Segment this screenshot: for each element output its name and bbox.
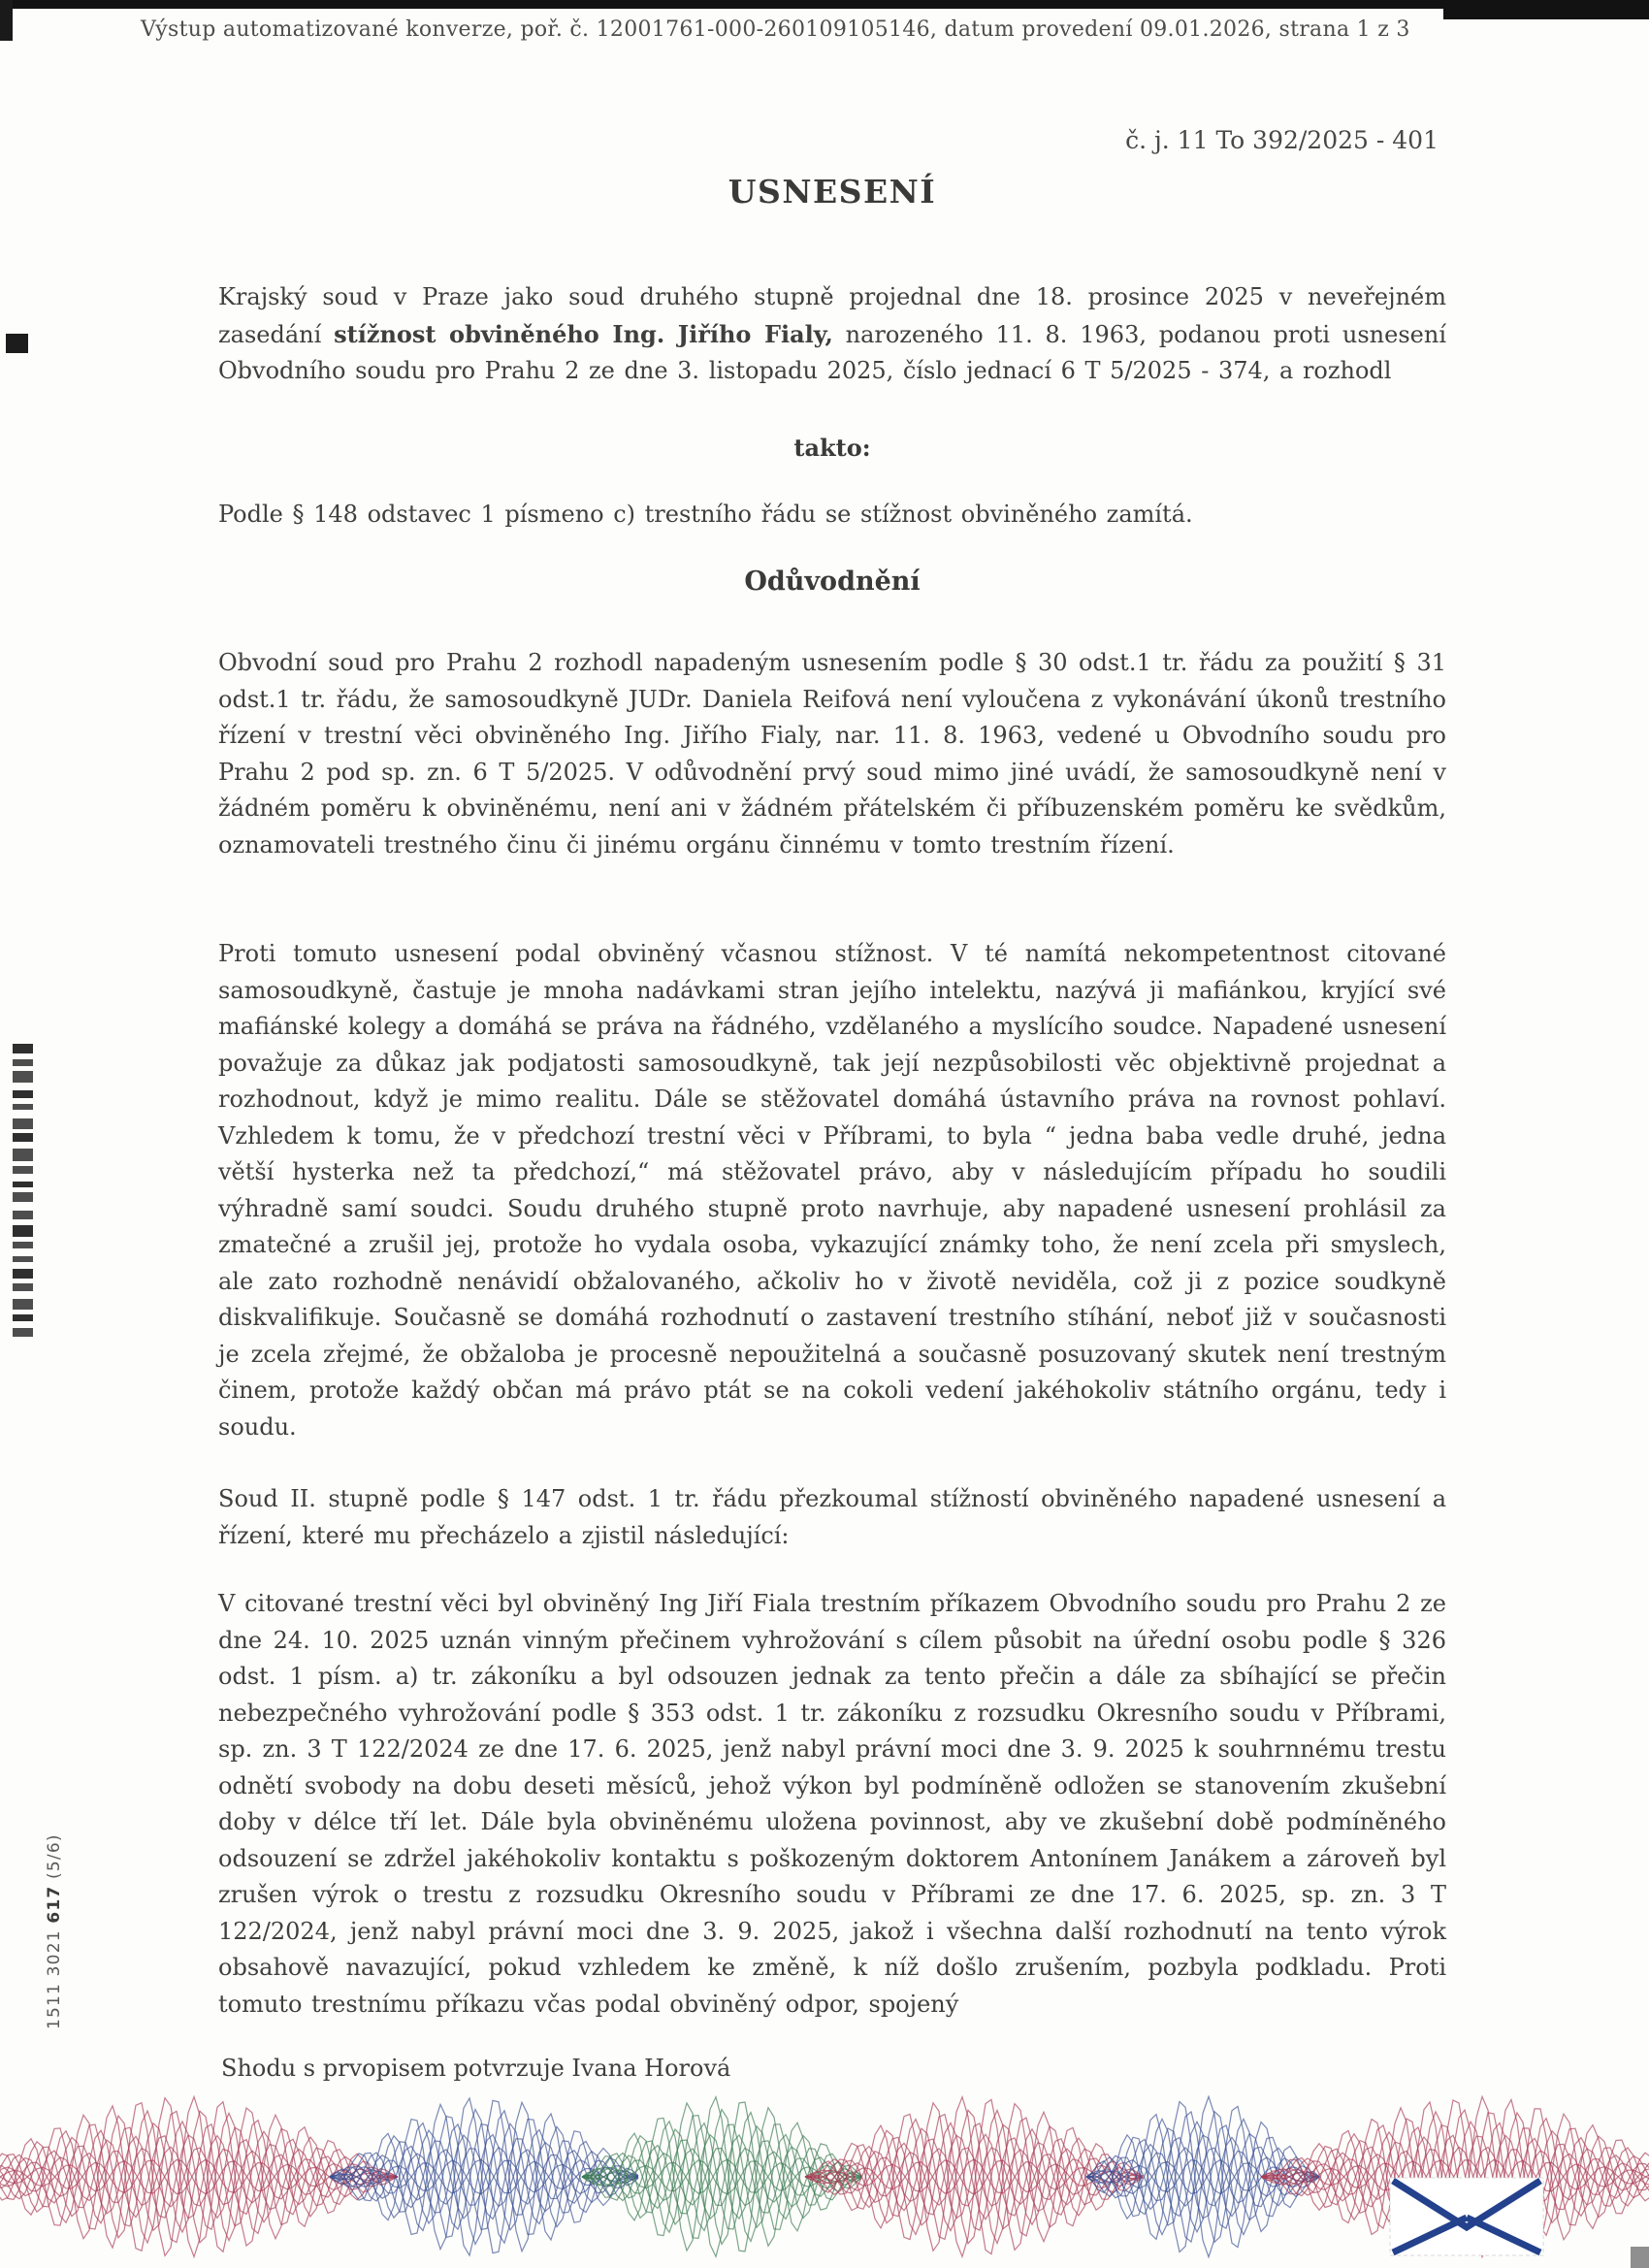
barcode-block bbox=[13, 1059, 33, 1066]
paragraph-first-court: Obvodní soud pro Prahu 2 rozhodl napadeným usnesením podle § 30 odst.1 tr. řádu za použití § 31 odst.1 tr. řádu, že samosoudkyně JUDr. Daniela Reifová není vyloučena z vykonávání úkonů trestního řízení v trestní věci obviněného Ing. Jiřího Fialy, nar. 11. 8. 1963, vedené u Obvodního soudu pro Prahu 2 pod sp. zn. 6 T 5/2025. V odůvodnění prvý soud mimo jiné uvádí, že samosoudkyně není v žádném poměru k obviněnému, není ani v žádném přátelském či příbuzenském poměru ke svědkům, oznamovateli trestného činu či jinému orgánu činnému v tomto trestním řízení. bbox=[218, 649, 1446, 859]
conversion-header: Výstup automatizované konverze, poř. č. 12001761-000-260109105146, datum provedení 09.01.2026, strana 1 z 3 bbox=[141, 17, 1410, 42]
barcode-block bbox=[13, 1182, 33, 1187]
scan-edge-top bbox=[0, 0, 1649, 9]
envelope-icon bbox=[1389, 2177, 1544, 2256]
barcode-block bbox=[13, 1299, 33, 1310]
takto-label: takto: bbox=[793, 434, 871, 462]
barcode-block bbox=[13, 1090, 33, 1098]
reasoning-heading: Odůvodnění bbox=[744, 567, 921, 597]
scan-corner-bottom-right bbox=[1631, 2247, 1649, 2268]
scan-edge-top-right bbox=[1443, 0, 1649, 19]
barcode-block bbox=[13, 1071, 33, 1083]
barcode-block bbox=[13, 1269, 33, 1279]
barcode-block bbox=[13, 1149, 33, 1161]
print-code-suffix: (5/6) bbox=[45, 1833, 64, 1886]
barcode-block bbox=[13, 1133, 33, 1142]
barcode-block bbox=[13, 1242, 33, 1248]
certification-line: Shodu s prvopisem potvrzuje Ivana Horová bbox=[221, 2055, 731, 2082]
document-title: USNESENÍ bbox=[728, 173, 937, 211]
paragraph-complaint: Proti tomuto usnesení podal obviněný včasnou stížnost. V té namítá nekompetentnost citované samosoudkyně, častuje je mnoha nadávkami stran jejího intelektu, nazývá ji mafiánkou, kryjící své mafiánské kolegy a domáhá se práva na řádného, vzdělaného a myslícího soudce. Napadené usnesení považuje za důkaz jak podjatosti samosoudkyně, tak její nezpůsobilosti věc objektivně projednat a rozhodnout, když je mimo realitu. Dále se stěžovatel domáhá ústavního práva na rovnost pohlaví. Vzhledem k tomu, že v předchozí trestní věci v Příbrami, to byla “ jedna baba vedle druhé, jedna větší hysterka než ta předchozí,“ má stěžovatel právo, aby v následujícím případu ho soudili výhradně samí soudci. Soudu druhého stupně proto navrhuje, aby napadené usnesení prohlásil za zmatečné a zrušil jej, protože ho vydala osoba, vykazující známky toho, že není zcela při smyslech, ale zato rozhodně nenávidí obžalovaného, ačkoliv ho v životě neviděla, což ji z pozice soudkyně diskvalifikuje. Současně se domáhá rozhodnutí o zastavení trestního stíhání, neboť již v současnosti je zcela zřejmé, že obžaloba je procesně nepoužitelná a současně posuzovaný skutek není trestným činem, protože každý občan má právo ptát se na cokoli vedení jakéhokoliv státního orgánu, tedy i soudu. bbox=[218, 940, 1446, 1441]
barcode-block bbox=[13, 1192, 33, 1202]
scan-edge-top-left bbox=[0, 0, 13, 41]
intro-paragraph bbox=[218, 279, 1446, 390]
paragraph-review: Soud II. stupně podle § 147 odst. 1 tr. řádu přezkoumal stížností obviněného napadené usnesení a řízení, které mu přecházelo a zjistil následující: bbox=[218, 1485, 1446, 1549]
barcode-block bbox=[13, 1314, 33, 1321]
barcode-block bbox=[13, 1166, 33, 1174]
barcode-block bbox=[13, 1044, 33, 1053]
intro-accused-name: stížnost obviněného Ing. Jiřího Fialy, bbox=[334, 319, 833, 348]
barcode-block bbox=[13, 1118, 33, 1129]
print-code-number: 617 bbox=[45, 1885, 64, 1924]
barcode-block bbox=[13, 1283, 33, 1291]
intro-part1: Krajský soud v Praze jako soud druhého stupně projednal dne 18. prosince 2025 v neveřejném zasedání bbox=[218, 283, 1446, 348]
paragraph-facts: V citované trestní věci byl obviněný Ing Jiří Fiala trestním příkazem Obvodního soudu pro Prahu 2 ze dne 24. 10. 2025 uznán vinným přečinem vyhrožování s cílem působit na úřední osobu podle § 326 odst. 1 písm. a) tr. zákoníku a byl odsouzen jednak za tento přečin a dále za sbíhající se přečin nebezpečného vyhrožování podle § 353 odst. 1 tr. zákoníku z rozsudku Okresního soudu v Příbrami, sp. zn. 3 T 122/2024 ze dne 17. 6. 2025, jenž nabyl právní moci dne 3. 9. 2025 k souhrnnému trestu odnětí svobody na dobu deseti měsíců, jehož výkon byl podmíněně odložen se stanovením zkušební doby v délce tří let. Dále byla obviněnému uložena povinnost, aby ve zkušební době podmíněného odsouzení se zdržel jakéhokoliv kontaktu s poškozeným doktorem Antonínem Janákem a zároveň byl zrušen výrok o trestu z rozsudku Okresního soudu v Příbrami ze dne 17. 6. 2025, sp. zn. 3 T 122/2024, jenž nabyl právní moci dne 3. 9. 2025, jakož i všechna další rozhodnutí na tento výrok obsahově navazující, pokud vzhledem ke změně, k níž došlo zrušením, pozbyla podkladu. Proti tomuto trestnímu příkazu včas podal obviněný odpor, spojený bbox=[218, 1590, 1446, 2018]
registration-mark bbox=[6, 334, 28, 353]
barcode-block bbox=[13, 1328, 33, 1337]
barcode-block bbox=[13, 1256, 33, 1262]
intro-part2: narozeného 11. 8. 1963, podanou proti usnesení Obvodního soudu pro Prahu 2 ze dne 3. listopadu 2025, číslo jednací 6 T 5/2025 - 374, a rozhodl bbox=[218, 320, 1446, 384]
barcode-block bbox=[13, 1211, 33, 1219]
verdict-paragraph: Podle § 148 odstavec 1 písmeno c) trestního řádu se stížnost obviněného zamítá. bbox=[218, 501, 1193, 528]
print-code-prefix: 1511 3021 bbox=[45, 1923, 64, 2029]
barcode-block bbox=[13, 1225, 33, 1237]
stamp-barcode bbox=[13, 1044, 33, 1337]
print-code bbox=[45, 1833, 64, 2029]
barcode-block bbox=[13, 1104, 33, 1110]
case-number: č. j. 11 To 392/2025 - 401 bbox=[1125, 126, 1439, 154]
